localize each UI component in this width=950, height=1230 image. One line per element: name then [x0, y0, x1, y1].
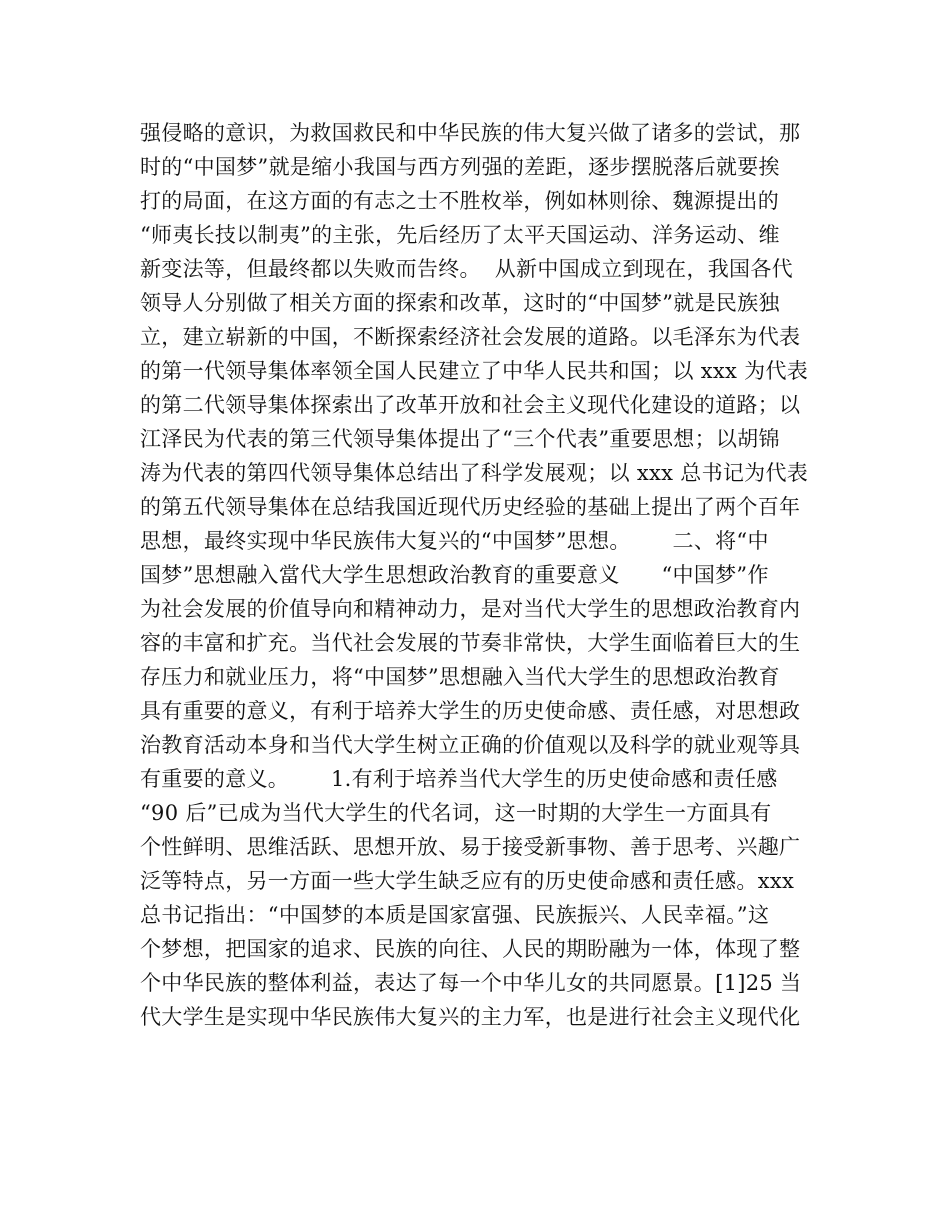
text-line: 强侵略的意识，为救国救民和中华民族的伟大复兴做了诸多的尝试，那	[140, 121, 801, 145]
text-line: 容的丰富和扩充。当代社会发展的节奏非常快，大学生面临着巨大的生	[140, 631, 801, 655]
text-line: 个梦想，把国家的追求、民族的向往、人民的期盼融为一体，体现了整	[140, 937, 801, 961]
text-line: 的第一代领导集体率领全国人民建立了中华人民共和国；以 xxx 为代表	[140, 359, 809, 383]
text-line: 个性鲜明、思维活跃、思想开放、易于接受新事物、善于思考、兴趣广	[140, 835, 801, 859]
text-line: 存压力和就业压力，将“中国梦”思想融入当代大学生的思想政治教育	[140, 665, 780, 689]
text-line: 的第五代领导集体在总结我国近现代历史经验的基础上提出了两个百年	[140, 495, 801, 519]
text-line: 打的局面，在这方面的有志之士不胜枚举，例如林则徐、魏源提出的	[140, 189, 779, 213]
text-line: 涛为代表的第四代领导集体总结出了科学发展观；以 xxx 总书记为代表	[140, 461, 809, 485]
text-line: 总书记指出：“中国梦的本质是国家富强、民族振兴、人民幸福。”这	[140, 903, 770, 927]
text-line: 具有重要的意义，有利于培养大学生的历史使命感、责任感，对思想政	[140, 699, 801, 723]
text-line: 治教育活动本身和当代大学生树立正确的价值观以及科学的就业观等具	[140, 733, 801, 757]
text-line: 国梦”思想融入當代大学生思想政治教育的重要意义 “中国梦”作	[140, 563, 769, 587]
text-line: 江泽民为代表的第三代领导集体提出了“三个代表”重要思想；以胡锦	[140, 427, 780, 451]
text-line: 立，建立崭新的中国，不断探索经济社会发展的道路。以毛泽东为代表	[140, 325, 801, 349]
body-text	[140, 116, 820, 1034]
text-line: 领导人分别做了相关方面的探索和改革，这时的“中国梦”就是民族独	[140, 291, 780, 315]
text-line: 思想，最终实现中华民族伟大复兴的“中国梦”思想。 二、将“中	[140, 529, 769, 553]
text-line: 有重要的意义。 1.有利于培养当代大学生的历史使命感和责任感	[140, 767, 778, 791]
text-line: 新变法等，但最终都以失败而告终。 从新中国成立到现在，我国各代	[140, 257, 793, 281]
text-line: 时的“中国梦”就是缩小我国与西方列强的差距，逐步摆脱落后就要挨	[140, 155, 780, 179]
text-line: 代大学生是实现中华民族伟大复兴的主力军，也是进行社会主义现代化	[140, 1005, 801, 1029]
text-line: 的第二代领导集体探索出了改革开放和社会主义现代化建设的道路；以	[140, 393, 801, 417]
text-line: 个中华民族的整体利益，表达了每一个中华儿女的共同愿景。[1]25 当	[140, 971, 802, 995]
text-line: “90 后”已成为当代大学生的代名词，这一时期的大学生一方面具有	[140, 801, 772, 825]
text-line: “师夷长技以制夷”的主张，先后经历了太平天国运动、洋务运动、维	[140, 223, 780, 247]
text-line: 为社会发展的价值导向和精神动力，是对当代大学生的思想政治教育内	[140, 597, 801, 621]
text-line: 泛等特点，另一方面一些大学生缺乏应有的历史使命感和责任感。xxx	[140, 869, 795, 893]
